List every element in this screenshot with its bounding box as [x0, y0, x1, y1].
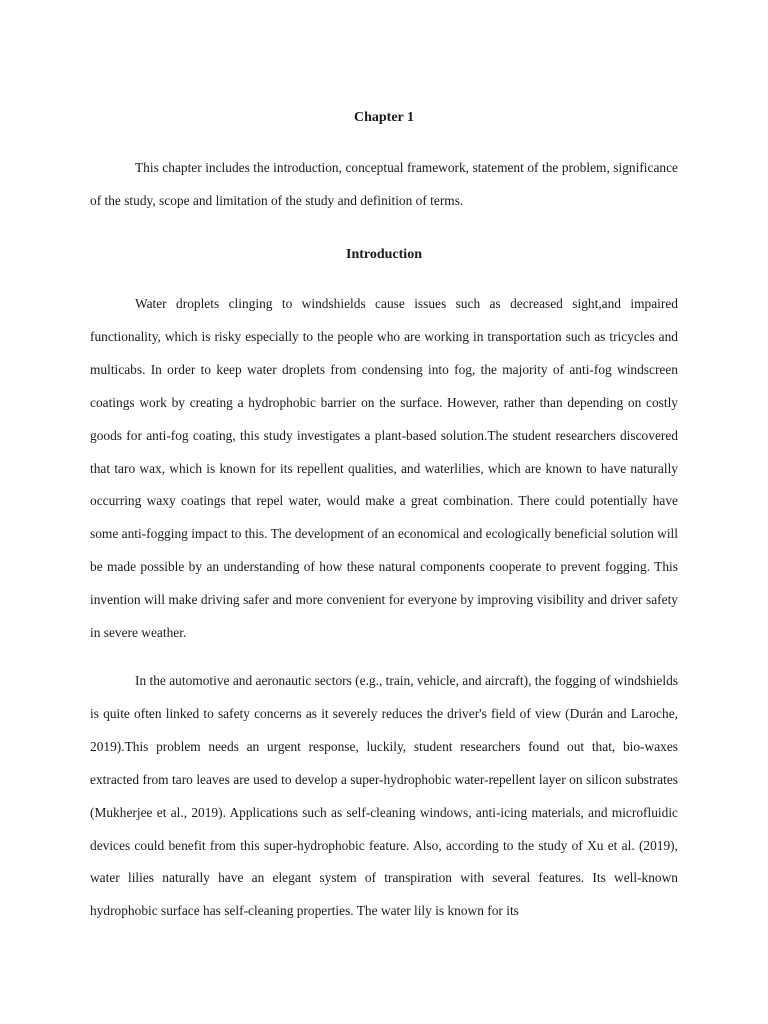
body-paragraph-2: In the automotive and aeronautic sectors (e.g., train, vehicle, and aircraft), the fogging of windshields is quite often linked to safety concerns as it severely reduces the driver's field of view (Durán and Laroche, 2019).This problem needs an urgent response, luckily, student researchers found out that, bio-waxes extracted from taro leaves are used to develop a super-hydrophobic water-repellent layer on silicon substrates (Mukherjee et al., 2019). Applications such as self-cleaning windows, anti-icing materials, and microfluidic devices could benefit from this super-hydrophobic feature. Also, according to the study of Xu et al. (2019), water lilies naturally have an elegant system of transpiration with several features. Its well-known hydrophobic surface has self-cleaning properties. The water lily is known for its: [90, 673, 678, 919]
chapter-title: Chapter 1: [353, 110, 415, 125]
intro-paragraph: This chapter includes the introduction, conceptual framework, statement of the problem, significance of the study, scope and limitation of the study and definition of terms.: [90, 160, 678, 208]
body-paragraph-1: Water droplets clinging to windshields cause issues such as decreased sight,and impaired functionality, which is risky especially to the people who are working in transportation such as tricycles and multicabs. In order to keep water droplets from condensing into fog, the majority of anti-fog windscreen coatings work by creating a hydrophobic barrier on the surface. However, rather than depending on costly goods for anti-fog coating, this study investigates a plant-based solution.The student researchers discovered that taro wax, which is known for its repellent qualities, and waterlilies, which are known to have naturally occurring waxy coatings that repel water, would make a great combination. There could potentially have some anti-fogging impact to this. The development of an economical and ecologically beneficial solution will be made possible by an understanding of how these natural components cooperate to prevent fogging. This invention will make driving safer and more convenient for everyone by improving visibility and driver safety in severe weather.: [90, 296, 678, 641]
section-heading: Introduction: [346, 247, 422, 262]
